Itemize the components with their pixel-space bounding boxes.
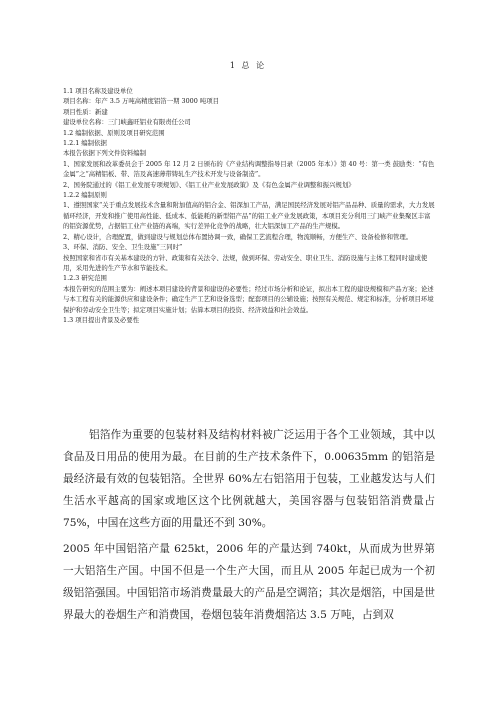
chapter-title: 1 总 论	[229, 61, 267, 70]
paragraph: 1、国家发展和改革委员会于 2005 年 12 月 2 日颁布的《产业结构调整指导目录（2005 年本）》第 40 号：第一类 鼓励类：“有色金属”之“高精铝板、带、箔及高速薄带铸轧生产技术开发与设备制造”。	[63, 159, 435, 179]
subsection-heading: 1.2.2 编制原则	[63, 191, 107, 200]
report-body-small	[63, 86, 435, 325]
paragraph: 1、遵照国家“关于重点发展技术含量和附加值高的铝合金、铝深加工产品，满足国民经济发展对铝产品品种、质量的需求，大力发展循环经济，开发和推广使用高性能、低成本、低能耗的新型铝产品”的铝工业产业发展政策，本项目充分利用三门峡产业集聚区丰富的铝资源优势，占据铝工业产业链的高端，实行差异化竞争的战略，壮大铝深加工产品的生产规模。	[63, 201, 435, 231]
paragraph: 2、精心设计，合理配置，做到建设与规划总体布置协调一致，确保工艺流程合理，物流顺畅，方便生产、设备检修和管理。	[63, 232, 413, 241]
paragraph: 铝箔作为重要的包装材料及结构材料被广泛运用于各个工业领域，其中以食品及日用品的使用为最。在目前的生产技术条件下，0.00635mm 的铝箔是最经济最有效的包装铝箔。全世界 60%左右铝箔用于包装，工业越发达与人们生活水平越高的国家或地区这个比例就越大，美国容器与包装铝箔消费量占 75%，中国在这些方面的用量还不到 30%。	[63, 429, 435, 529]
project-name-line: 项目名称：年产 3.5 万吨高精度铝箔一期 3000 吨项目	[63, 97, 219, 106]
paragraph: 按照国家和省市有关基本建设的方针、政策和有关法令、法规，做到环保、劳动安全、职业卫生、消防设施与主体工程同时建成使用，采用先进的生产节水和节能技术。	[63, 253, 428, 272]
section-heading: 1.2 编制依据、原则及项目研究范围	[63, 128, 165, 137]
paragraph: 2、国务院通过的《铝工业发展专项规划》、《铝工业产业发展政策》及《有色金属产业调整和振兴规划》	[63, 180, 355, 189]
paragraph: 2005 年中国铝箔产量 625kt，2006 年的产量达到 740kt，从而成为世界第一大铝箔生产国。中国不但是一个生产大国，而且从 2005 年起已成为一个初级铝箔强国。中国铝箔市场消费量最大的产品是空调箔；其次是烟箔，中国是世界最大的卷烟生产和消费国，卷烟包装年消费烟箔达 3.5 万吨，占到双	[63, 543, 435, 621]
section-heading: 1.3 项目提出背景及必要性	[63, 315, 140, 324]
section-heading: 1.1 项目名称及建设单位	[63, 87, 133, 95]
builder-line: 建设单位名称：三门峡鑫旺铝业有限责任公司	[63, 118, 191, 127]
paragraph: 本报告依据下列文件资料编制	[63, 149, 147, 158]
report-body-large	[63, 424, 435, 626]
paragraph: 本报告研究的范围主要为：阐述本项目建设的背景和建设的必要性；经过市场分析和论证，拟出本工程的建设规模和产品方案；论述与本工程有关的能源供应和建设条件；确定生产工艺和设备选型；配套项目的公辅设施；按照有关规范、规定和标准，分析项目环境保护和劳动安全卫生等；拟定项目实施计划；估算本项目的投资、经济效益和社会效益。	[63, 284, 434, 314]
paragraph: 3、环保、消防、安全、卫生设施“三同时”	[63, 243, 183, 252]
subsection-heading: 1.2.3 研究范围	[63, 274, 107, 283]
project-nature-line: 项目性质：新建	[63, 107, 108, 116]
subsection-heading: 1.2.1 编制依据	[63, 139, 107, 148]
